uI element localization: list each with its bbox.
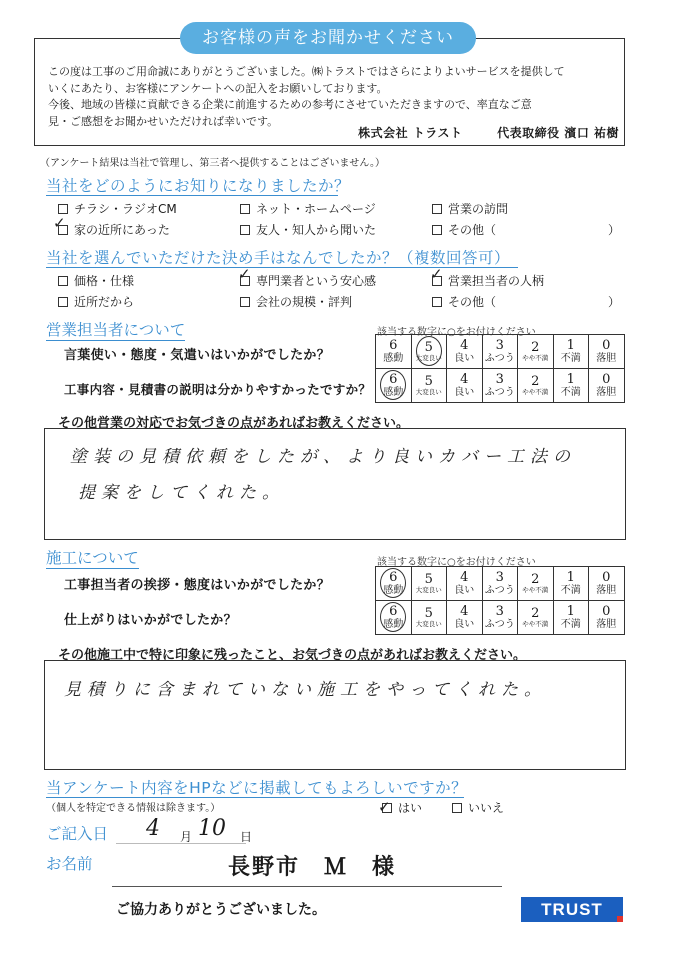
rating-label: 不満 (560, 353, 581, 365)
construction-question-2: 仕上がりはいかがでしたか？ (64, 613, 237, 628)
rating-label: 感動 (383, 353, 404, 365)
rating-label: 落胆 (596, 387, 617, 399)
rating-cell[interactable] (482, 567, 518, 601)
rating-label: 良い (454, 619, 475, 631)
check-mark-icon: ✓ (53, 214, 66, 232)
rating-number: 2 (531, 605, 540, 621)
rating-cell[interactable] (518, 369, 554, 403)
q1-option[interactable]: その他（ (432, 221, 496, 238)
publish-question: 当アンケート内容をHPなどに掲載してもよろしいですか？ (46, 779, 468, 797)
trust-logo: TRUST (521, 897, 623, 922)
rating-cell[interactable] (376, 567, 412, 601)
selection-circle (380, 602, 406, 632)
q2-option[interactable]: 会社の規模・評判 (240, 293, 352, 310)
rating-label: ふつう (484, 387, 515, 399)
company-name: 株式会社 トラスト (358, 126, 463, 140)
q2-title: 当社を選んでいただけた決め手はなんでしたか？（複数回答可） (46, 249, 511, 267)
rating-number: 5 (424, 339, 433, 355)
intro-line: 見・ご感想をお聞かせいただければ幸いです。 (48, 114, 279, 128)
date-month-value[interactable]: 4 (146, 816, 160, 841)
checkbox[interactable] (452, 803, 462, 813)
checkbox[interactable] (240, 204, 250, 214)
rating-number: 4 (460, 337, 469, 353)
rating-number: 4 (460, 371, 469, 387)
rating-row (376, 369, 625, 403)
rating-cell[interactable] (376, 601, 412, 635)
checkbox[interactable] (58, 276, 68, 286)
rating-label: 良い (454, 353, 475, 365)
rating-label: 落胆 (596, 619, 617, 631)
rating-label: ふつう (484, 353, 515, 365)
construction-free-heading: その他施工中で特に印象に残ったこと、お気づきの点があればお教えください。 (58, 648, 527, 663)
rating-cell[interactable] (553, 369, 589, 403)
checkbox[interactable] (432, 225, 442, 235)
q2-option[interactable]: 専門業者という安心感 (240, 272, 376, 289)
sales-rating-table (375, 334, 625, 403)
checkbox[interactable] (432, 297, 442, 307)
construction-comment-line: 見積りに含まれていない施工をやってくれた。 (64, 680, 547, 700)
rating-label: 良い (454, 387, 475, 399)
rating-row (376, 601, 625, 635)
name-label: お名前 (46, 855, 93, 873)
q2-option[interactable]: 価格・仕様 (58, 272, 134, 289)
rating-number: 1 (566, 337, 575, 353)
sales-question-1: 言葉使い・態度・気遣いはいかがでしたか？ (64, 348, 331, 363)
construction-question-1: 工事担当者の挨拶・態度はいかがでしたか？ (64, 578, 331, 593)
publish-note: （個人を特定できる情報は除きます。） (46, 803, 221, 814)
thanks-message: ご協力ありがとうございました。 (116, 902, 326, 918)
representative-name: 代表取締役 濱口 祐樹 (497, 126, 619, 140)
q2-option[interactable]: その他（ (432, 293, 496, 310)
q2-underline (46, 267, 518, 268)
rating-cell[interactable] (518, 601, 554, 635)
selection-circle (380, 568, 406, 598)
publish-yes-option[interactable]: はい (382, 799, 422, 816)
rating-number: 3 (495, 337, 504, 353)
checkbox[interactable] (58, 297, 68, 307)
q1-option[interactable]: 営業の訪問 (432, 200, 508, 217)
rating-cell[interactable] (447, 567, 483, 601)
rating-number: 3 (495, 569, 504, 585)
date-day-unit: 日 (240, 830, 253, 844)
rating-cell[interactable] (553, 335, 589, 369)
rating-number: 0 (602, 371, 611, 387)
rating-label: やや不満 (522, 388, 549, 397)
rating-number: 0 (602, 337, 611, 353)
rating-label: 大変良い (415, 620, 442, 629)
q2-option[interactable]: 営業担当者の人柄 (432, 272, 544, 289)
rating-label: やや不満 (522, 354, 549, 363)
rating-number: 5 (424, 571, 433, 587)
rating-label: ふつう (484, 585, 515, 597)
sales-free-heading: その他営業の対応でお気づきの点があればお教えください。 (58, 416, 410, 431)
rating-number: 0 (602, 603, 611, 619)
rating-cell[interactable] (589, 601, 625, 635)
rating-cell[interactable] (411, 335, 447, 369)
q2-option[interactable]: 近所だから (58, 293, 134, 310)
rating-number: 4 (460, 603, 469, 619)
rating-number: 5 (424, 605, 433, 621)
rating-number: 2 (531, 339, 540, 355)
sales-comment-line: 提案をしてくれた。 (78, 483, 285, 503)
rating-number: 3 (495, 371, 504, 387)
publish-underline (46, 797, 464, 798)
rating-number: 5 (424, 373, 433, 389)
rating-cell[interactable] (447, 601, 483, 635)
privacy-note: （アンケート結果は当社で管理し、第三者へ提供することはございません。） (40, 158, 385, 169)
q1-option[interactable]: チラシ・ラジオCM (58, 200, 177, 217)
check-mark-icon: ✓ (238, 265, 251, 283)
rating-label: 感動 (383, 619, 404, 631)
checkbox[interactable] (240, 297, 250, 307)
rating-cell[interactable] (518, 567, 554, 601)
rating-cell[interactable] (482, 335, 518, 369)
name-underline (112, 886, 502, 887)
sales-question-2: 工事内容・見積書の説明は分かりやすかったですか？ (64, 382, 372, 397)
rating-number: 1 (566, 371, 575, 387)
rating-label: 感動 (383, 387, 404, 399)
rating-label: 大変良い (415, 586, 442, 595)
rating-cell[interactable] (447, 335, 483, 369)
rating-label: ふつう (484, 619, 515, 631)
rating-number: 6 (389, 603, 398, 619)
publish-no-option[interactable]: いいえ (452, 799, 504, 816)
rating-cell[interactable] (553, 567, 589, 601)
rating-number: 1 (566, 569, 575, 585)
rating-cell[interactable] (589, 335, 625, 369)
rating-cell[interactable] (589, 567, 625, 601)
rating-cell[interactable] (482, 369, 518, 403)
rating-cell[interactable] (589, 369, 625, 403)
rating-label: 良い (454, 585, 475, 597)
rating-cell[interactable] (376, 369, 412, 403)
rating-number: 2 (531, 571, 540, 587)
rating-label: 落胆 (596, 353, 617, 365)
check-mark-icon: ✓ (430, 265, 443, 283)
rating-number: 0 (602, 569, 611, 585)
survey-title-banner: お客様の声をお聞かせください (180, 22, 476, 54)
rating-number: 6 (389, 569, 398, 585)
rating-cell[interactable] (411, 601, 447, 635)
rating-cell[interactable] (411, 567, 447, 601)
rating-label: 不満 (560, 585, 581, 597)
intro-line: 今後、地域の皆様に貢献できる企業に前進するための参考にさせていただきますので、率直なご意 (48, 98, 532, 111)
date-label: ご記入日 (46, 825, 109, 843)
company-signature (358, 124, 619, 141)
checkbox[interactable] (58, 204, 68, 214)
date-month-unit: 月 (180, 830, 193, 844)
rating-number: 3 (495, 603, 504, 619)
rating-cell[interactable] (553, 601, 589, 635)
intro-line: この度は工事のご用命誠にありがとうございました。㈱トラストではさらによりよいサービスを提供して (48, 65, 565, 78)
rating-number: 6 (389, 337, 398, 353)
q1-underline (46, 195, 338, 196)
rating-label: やや不満 (522, 620, 549, 629)
name-value[interactable]: 長野市 Ｍ 様 (228, 855, 397, 880)
q1-option[interactable]: ネット・ホームページ (240, 200, 376, 217)
construction-heading: 施工について (46, 546, 139, 569)
rating-label: 大変良い (415, 388, 442, 397)
checkbox[interactable] (432, 204, 442, 214)
sales-comment-line: 塗装の見積依頼をしたが、より良いカバー工法の (70, 447, 576, 467)
rating-number: 6 (389, 371, 398, 387)
q2-other-close: ） (608, 295, 621, 309)
check-mark-icon: ✓ (378, 798, 391, 816)
rating-caption: 該当する数字に○をお付けください (377, 557, 536, 568)
rating-caption: 該当する数字に○をお付けください (377, 327, 536, 338)
rating-cell[interactable] (411, 369, 447, 403)
rating-label: やや不満 (522, 586, 549, 595)
intro-line: いくにあたり、お客様にアンケートへの記入をお願いしております。 (48, 81, 388, 95)
q1-option[interactable]: 家の近所にあった (58, 221, 170, 238)
selection-circle (416, 336, 442, 366)
q1-option[interactable]: 友人・知人から聞いた (240, 221, 376, 238)
intro-text (48, 64, 618, 130)
rating-label: 不満 (560, 619, 581, 631)
selection-circle (380, 370, 406, 400)
sales-heading: 営業担当者について (46, 318, 185, 341)
logo-accent (617, 916, 623, 922)
rating-cell[interactable] (376, 335, 412, 369)
rating-cell[interactable] (447, 369, 483, 403)
rating-row (376, 567, 625, 601)
rating-cell[interactable] (518, 335, 554, 369)
rating-number: 1 (566, 603, 575, 619)
date-day-value[interactable]: 10 (198, 816, 226, 841)
checkbox[interactable] (240, 225, 250, 235)
rating-row (376, 335, 625, 369)
rating-number: 2 (531, 373, 540, 389)
rating-cell[interactable] (482, 601, 518, 635)
rating-number: 4 (460, 569, 469, 585)
q1-title: 当社をどのようにお知りになりましたか？ (46, 177, 351, 195)
rating-label: 不満 (560, 387, 581, 399)
construction-rating-table (375, 566, 625, 635)
rating-label: 落胆 (596, 585, 617, 597)
q1-other-close: ） (608, 223, 621, 237)
rating-label: 感動 (383, 585, 404, 597)
rating-label: 大変良い (415, 354, 442, 363)
